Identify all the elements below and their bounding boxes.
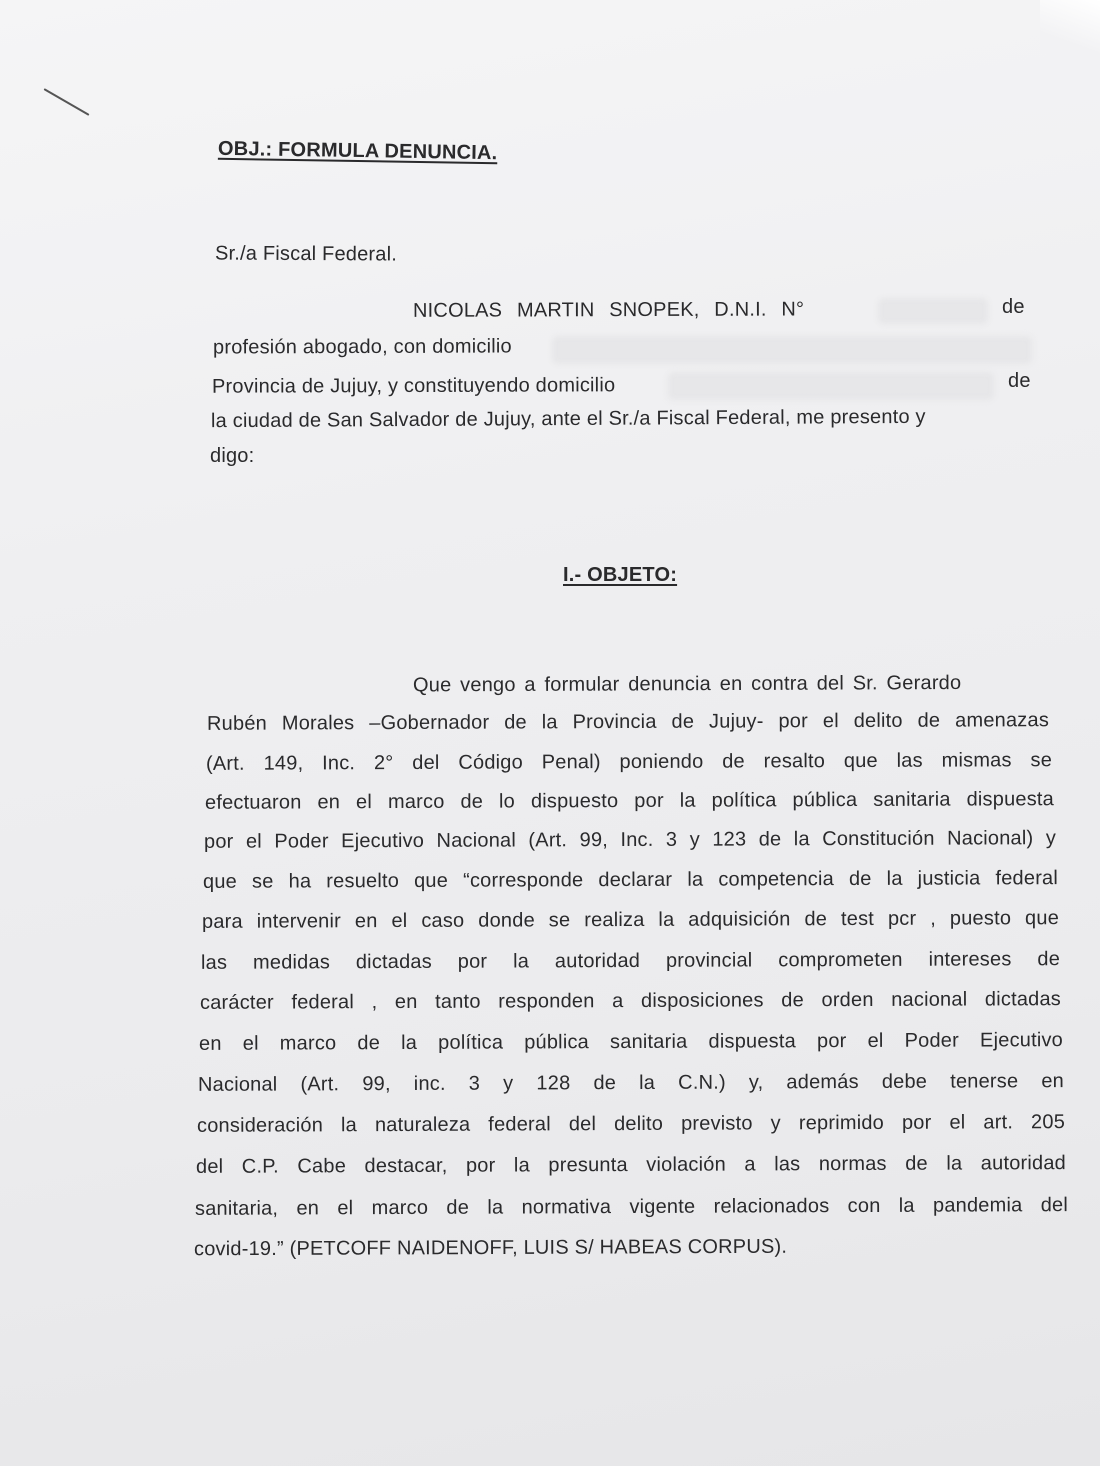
paragraph-line: las medidas dictadas por la autoridad provincial comprometen intereses de [200, 948, 1061, 974]
paragraph-line: covid-19.” (PETCOFF NAIDENOFF, LUIS S/ HABEAS CORPUS). [193, 1235, 788, 1261]
intro-line-2-left: profesión abogado, con domicilio [212, 335, 512, 359]
paragraph-line: Nacional (Art. 99, inc. 3 y 128 de la C.N.) y, además debe tenerse en [197, 1070, 1065, 1096]
intro-line-3-left: Provincia de Jujuy, y constituyendo domicilio [211, 374, 616, 398]
intro-line-5: digo: [210, 445, 255, 467]
paragraph-line: carácter federal , en tanto responden a disposiciones de orden nacional dictadas [199, 988, 1062, 1014]
paragraph-line: (Art. 149, Inc. 2° del Código Penal) poniendo de resalto que las mismas se [205, 749, 1053, 775]
paragraph-line: en el marco de la política pública sanitaria dispuesta por el Poder Ejecutivo [198, 1029, 1064, 1055]
paragraph-line: sanitaria, en el marco de la normativa vigente relacionados con la pandemia del [194, 1194, 1069, 1220]
redaction-domicilio [552, 336, 1032, 364]
intro-line-4: la ciudad de San Salvador de Jujuy, ante el Sr./a Fiscal Federal, me presento y [210, 405, 926, 433]
paragraph-line: que se ha resuelto que “corresponde declarar la competencia de la justicia federal [202, 867, 1059, 893]
paragraph-line: Que vengo a formular denuncia en contra del Sr. Gerardo [412, 671, 962, 697]
intro-line-1-left: NICOLAS MARTIN SNOPEK, D.N.I. N° [412, 298, 805, 322]
paragraph-line: consideración la naturaleza federal del delito previsto y reprimido por el art. 205 [196, 1111, 1066, 1137]
paragraph-line: efectuaron en el marco de lo dispuesto por la política pública sanitaria dispuesta [204, 788, 1055, 814]
section-heading: I.- OBJETO: [563, 564, 678, 586]
object-heading: OBJ.: FORMULA DENUNCIA. [217, 137, 498, 165]
paragraph-line: del C.P. Cabe destacar, por la presunta violación a las normas de la autoridad [195, 1152, 1067, 1178]
intro-line-3-right: de [1008, 370, 1031, 392]
addressee-line: Sr./a Fiscal Federal. [214, 242, 398, 266]
paragraph-line: Rubén Morales –Gobernador de la Provincia de Jujuy- por el delito de amenazas [206, 709, 1050, 735]
paragraph-line: para intervenir en el caso donde se realiza la adquisición de test pcr , puesto que [201, 907, 1060, 933]
redaction-dni [878, 298, 988, 324]
paragraph-line: por el Poder Ejecutivo Nacional (Art. 99, Inc. 3 y 123 de la Constitución Nacional) y [203, 827, 1057, 853]
intro-line-1-right: de [1002, 296, 1025, 318]
redaction-domicilio-constituido [668, 372, 994, 400]
